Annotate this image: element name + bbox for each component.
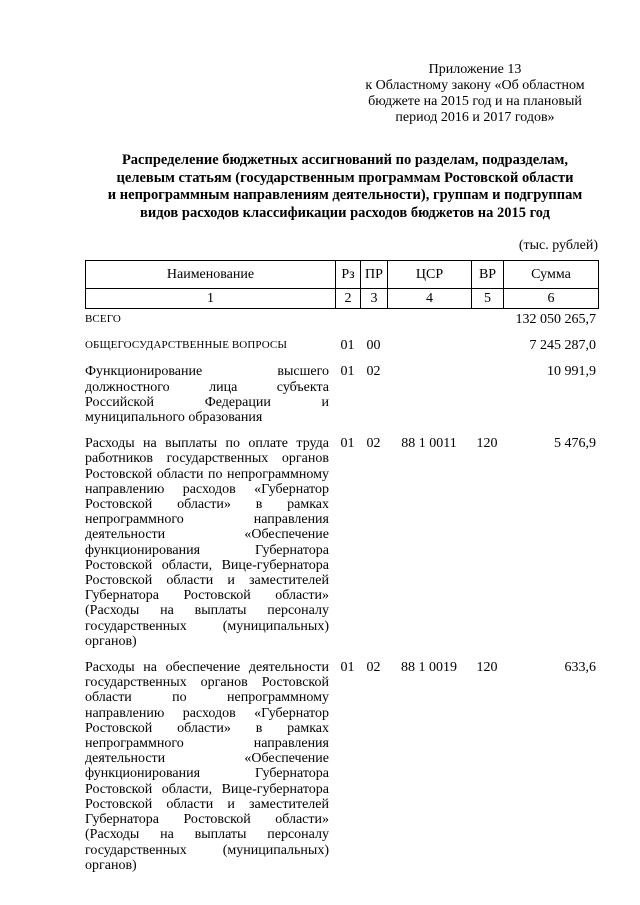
table-row [85,364,598,436]
col-number: 2 [336,289,361,309]
header-row [86,261,599,289]
row-rz: 01 [340,338,355,354]
title-line: видов расходов классификации расходов бюджетов на 2015 год [140,204,550,221]
header-rz: Рз [336,261,361,289]
title-line: Распределение бюджетных ассигнований по разделам, подразделам, [121,152,569,168]
row-name: Расходы на обеспечение деятельности государственных органов Ростовской области по непрограммному направлению расходов «Губернатор Ростовской области» в рамках непрограммного направления деятельности «Обеспечение функционирования Губернатора Ростовской области, Вице-губернатора Ростовской области и заместителей Губернатора Ростовской области» (Расходы на выплаты персоналу государственных (муниципальных) органов) [85,660,329,873]
row-pr: 02 [366,660,381,676]
header-name: Наименование [86,261,336,289]
row-vr [471,312,503,338]
row-csr: 88 1 0019 [401,660,457,676]
row-vr: 120 [476,436,498,452]
table-row [85,436,598,660]
row-rz: 01 [340,660,355,676]
row-sum: 5 476,9 [554,436,596,452]
header-pr: ПР [361,261,388,289]
row-pr [360,312,387,338]
row-csr: 88 1 0011 [401,436,457,452]
row-csr [387,338,471,364]
table-row [85,660,598,873]
row-name: ОБЩЕГОСУДАРСТВЕННЫЕ ВОПРОСЫ [85,339,288,352]
row-vr [471,364,503,436]
row-pr: 02 [366,436,381,452]
appendix-note [340,62,610,126]
row-sum: 7 245 287,0 [529,338,596,354]
col-number: 6 [504,289,599,309]
budget-table [85,312,598,873]
appendix-line: к Областному закону «Об областном [365,78,585,93]
col-number: 5 [472,289,504,309]
row-csr [387,312,471,338]
row-vr: 120 [476,660,498,676]
row-name: Функционирование высшего должностного лица субъекта Российской Федерации и муниципального образования [85,364,329,426]
appendix-line: бюджете на 2015 год и на плановый [368,94,582,109]
appendix-line: Приложение 13 [428,62,522,77]
row-csr [387,364,471,436]
row-pr: 00 [366,338,381,354]
table-row [85,338,598,364]
row-sum: 633,6 [564,660,596,676]
row-pr: 02 [366,364,381,380]
header-vr: ВР [472,261,504,289]
header-sum: Сумма [504,261,599,289]
row-vr [471,338,503,364]
document-title [60,152,630,222]
table-row [85,312,598,338]
row-sum: 132 050 265,7 [515,312,596,327]
row-name: ВСЕГО [85,313,121,325]
header-csr: ЦСР [388,261,472,289]
col-number: 1 [86,289,336,309]
col-number: 3 [361,289,388,309]
title-line: целевым статьям (государственным программам Ростовской области [116,169,574,186]
row-name: Расходы на выплаты по оплате труда работников государственных органов Ростовской области по непрограммному направлению расходов «Губернатор Ростовской области» в рамках непрограммного направления деятельности «Обеспечение функционирования Губернатора Ростовской области, Вице-губернатора Ростовской области и заместителей Губернатора Ростовской области» (Расходы на выплаты персоналу государственных (муниципальных) органов) [85,436,329,649]
row-rz: 01 [340,364,355,380]
appendix-line: период 2016 и 2017 годов» [395,110,555,125]
title-line: и непрограммным направлениям деятельности), группам и подгруппам [107,187,583,203]
table-header [85,260,599,309]
row-rz [335,312,360,338]
col-number: 4 [388,289,472,309]
row-sum: 10 991,9 [547,364,596,380]
column-number-row [86,289,599,309]
row-rz: 01 [340,436,355,452]
units-label: (тыс. рублей) [518,238,598,253]
